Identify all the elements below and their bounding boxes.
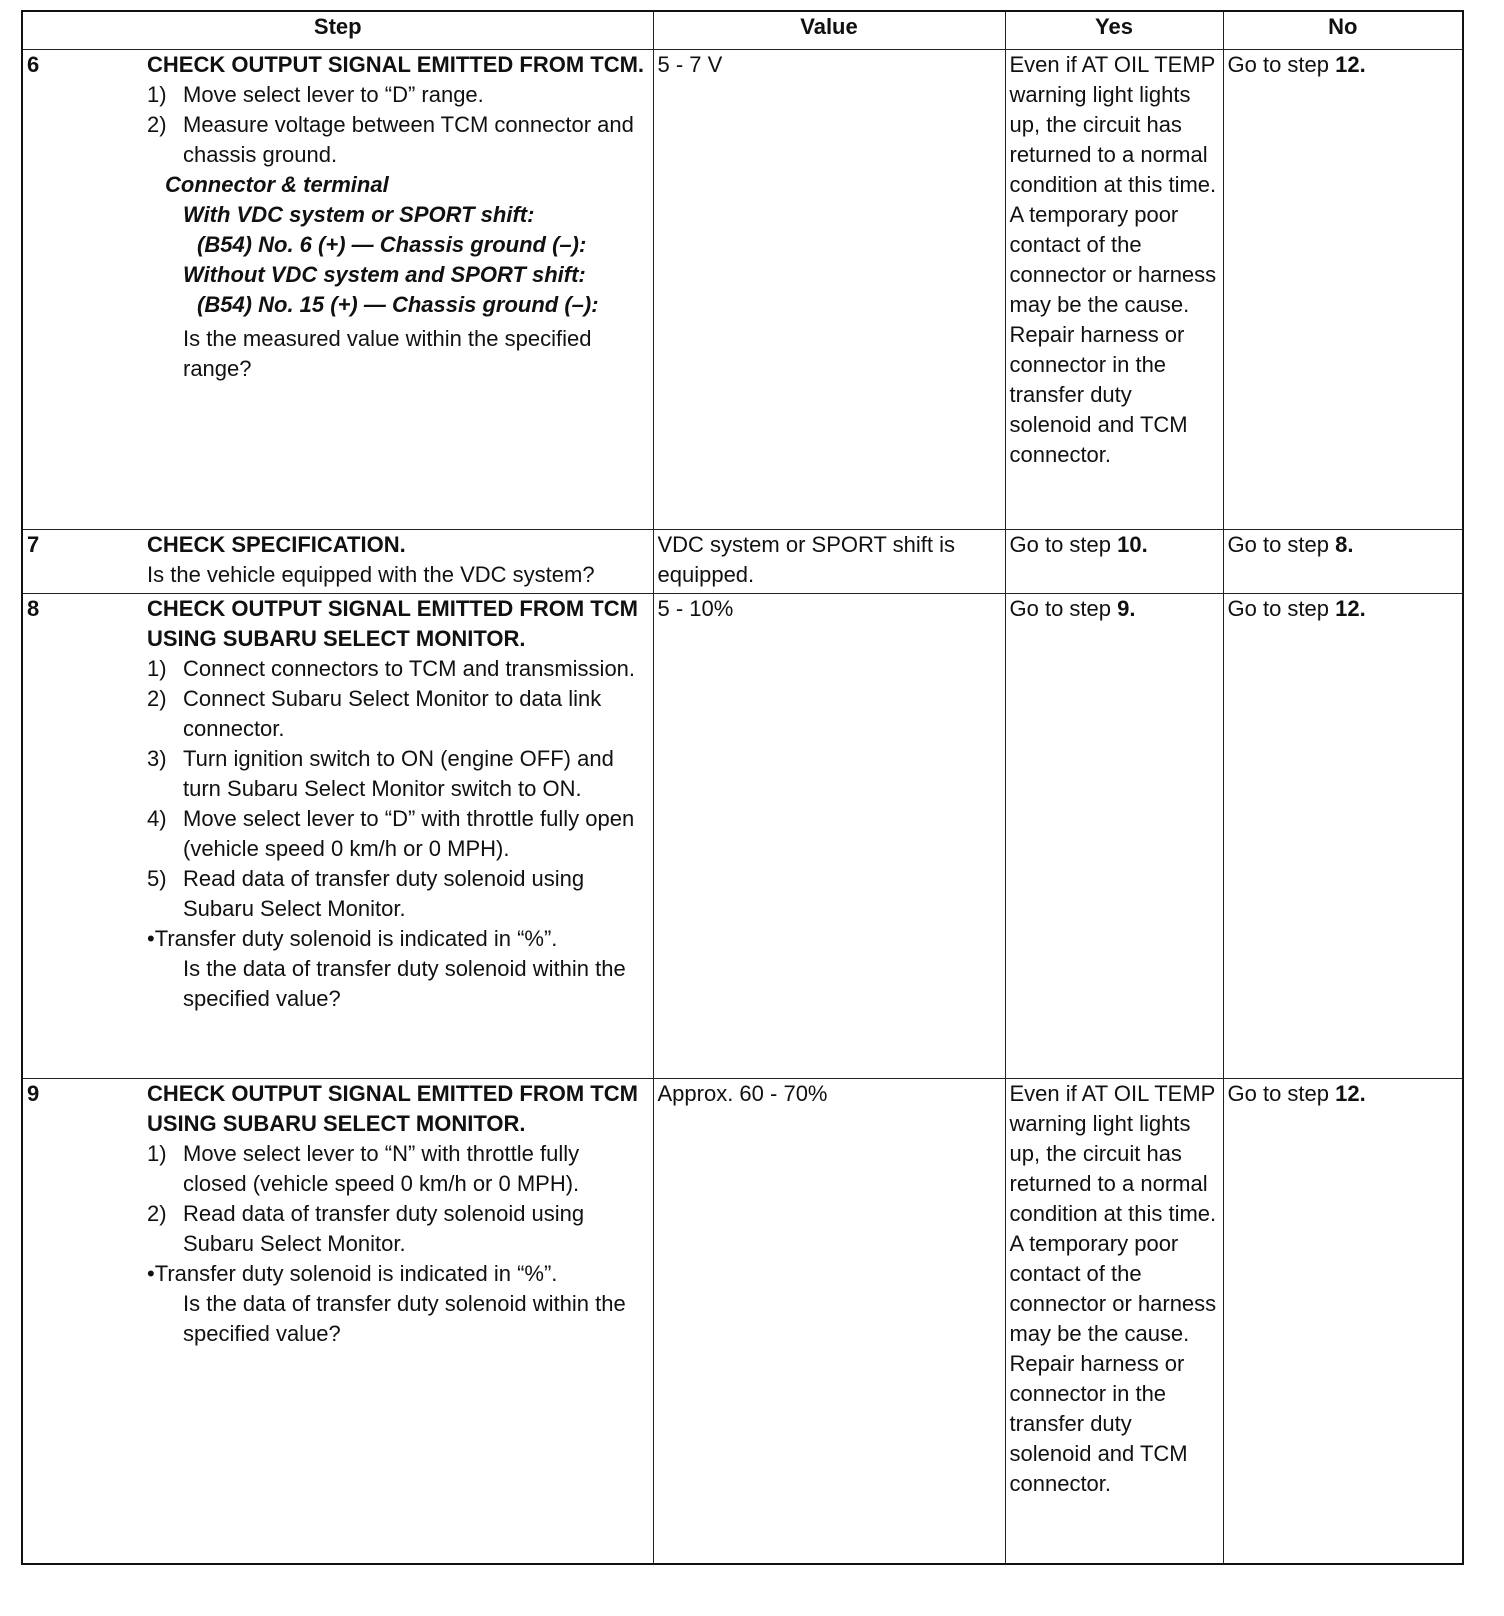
- diagnostic-table: [21, 10, 1464, 1565]
- header-row: [22, 11, 1463, 50]
- step-question: Is the measured value within the specified range?: [183, 326, 592, 381]
- step-question: Is the data of transfer duty solenoid within the specified value?: [183, 1291, 626, 1346]
- no-cell: Go to step 8.: [1223, 530, 1463, 594]
- step-link: 12.: [1335, 52, 1366, 77]
- list-item: 1) Move select lever to “N” with throttle fully closed (vehicle speed 0 km/h or 0 MPH).: [147, 1141, 580, 1196]
- step-number: 9: [22, 1079, 143, 1564]
- header-yes: Yes: [1005, 11, 1223, 50]
- yes-cell: Go to step 10.: [1005, 530, 1223, 594]
- connector-value: (B54) No. 6 (+) — Chassis ground (–):: [197, 232, 587, 257]
- step-link: 9.: [1117, 596, 1136, 621]
- list-item: 2) Connect Subaru Select Monitor to data link connector.: [147, 686, 602, 741]
- connector-value: (B54) No. 15 (+) — Chassis ground (–):: [197, 292, 599, 317]
- no-cell: Go to step 12.: [1223, 1079, 1463, 1564]
- yes-cell: Even if AT OIL TEMP warning light lights up, the circuit has returned to a normal condition at this time. A temporary poor contact of the connector or harness may be the cause. Repair harness or connector in the transfer duty solenoid and TCM connector.: [1005, 50, 1223, 530]
- value-cell: Approx. 60 - 70%: [653, 1079, 1005, 1564]
- connector-label: Without VDC system and SPORT shift:: [183, 262, 586, 287]
- step-question: Is the data of transfer duty solenoid within the specified value?: [183, 956, 626, 1011]
- header-step: Step: [22, 11, 653, 50]
- table-row: [22, 1079, 1463, 1564]
- step-content: [143, 594, 653, 1079]
- header-value: Value: [653, 11, 1005, 50]
- list-item: 1) Connect connectors to TCM and transmission.: [147, 656, 636, 681]
- bullet-note: •Transfer duty solenoid is indicated in “%”.: [147, 926, 558, 951]
- yes-cell: Go to step 9.: [1005, 594, 1223, 1079]
- value-cell: 5 - 7 V: [653, 50, 1005, 530]
- bullet-note: •Transfer duty solenoid is indicated in “%”.: [147, 1261, 558, 1286]
- step-title: CHECK OUTPUT SIGNAL EMITTED FROM TCM USING SUBARU SELECT MONITOR.: [147, 596, 638, 651]
- step-number: 6: [22, 50, 143, 530]
- step-link: 12.: [1335, 1081, 1366, 1106]
- step-number: 7: [22, 530, 143, 594]
- step-link: 12.: [1335, 596, 1366, 621]
- list-item: 3) Turn ignition switch to ON (engine OFF) and turn Subaru Select Monitor switch to ON.: [147, 746, 614, 801]
- step-title: CHECK SPECIFICATION.: [147, 532, 406, 557]
- connector-label: With VDC system or SPORT shift:: [183, 202, 535, 227]
- connector-heading: Connector & terminal: [165, 172, 389, 197]
- step-question: Is the vehicle equipped with the VDC system?: [147, 562, 595, 587]
- list-item: 2) Read data of transfer duty solenoid using Subaru Select Monitor.: [147, 1201, 585, 1256]
- list-item: 4) Move select lever to “D” with throttle fully open (vehicle speed 0 km/h or 0 MPH).: [147, 806, 635, 861]
- table-row: [22, 530, 1463, 594]
- table-row: [22, 50, 1463, 530]
- step-link: 8.: [1335, 532, 1354, 557]
- list-item: 5) Read data of transfer duty solenoid using Subaru Select Monitor.: [147, 866, 585, 921]
- value-cell: 5 - 10%: [653, 594, 1005, 1079]
- step-link: 10.: [1117, 532, 1148, 557]
- value-cell: VDC system or SPORT shift is equipped.: [653, 530, 1005, 594]
- step-number: 8: [22, 594, 143, 1079]
- step-content: [143, 1079, 653, 1564]
- step-content: [143, 50, 653, 530]
- step-title: CHECK OUTPUT SIGNAL EMITTED FROM TCM USING SUBARU SELECT MONITOR.: [147, 1081, 638, 1136]
- no-cell: Go to step 12.: [1223, 594, 1463, 1079]
- step-content: [143, 530, 653, 594]
- no-cell: Go to step 12.: [1223, 50, 1463, 530]
- list-item: 2) Measure voltage between TCM connector and chassis ground.: [147, 112, 634, 167]
- yes-cell: Even if AT OIL TEMP warning light lights up, the circuit has returned to a normal condition at this time. A temporary poor contact of the connector or harness may be the cause. Repair harness or connector in the transfer duty solenoid and TCM connector.: [1005, 1079, 1223, 1564]
- table-row: [22, 594, 1463, 1079]
- list-item: 1) Move select lever to “D” range.: [147, 82, 484, 107]
- step-title: CHECK OUTPUT SIGNAL EMITTED FROM TCM.: [147, 52, 645, 77]
- header-no: No: [1223, 11, 1463, 50]
